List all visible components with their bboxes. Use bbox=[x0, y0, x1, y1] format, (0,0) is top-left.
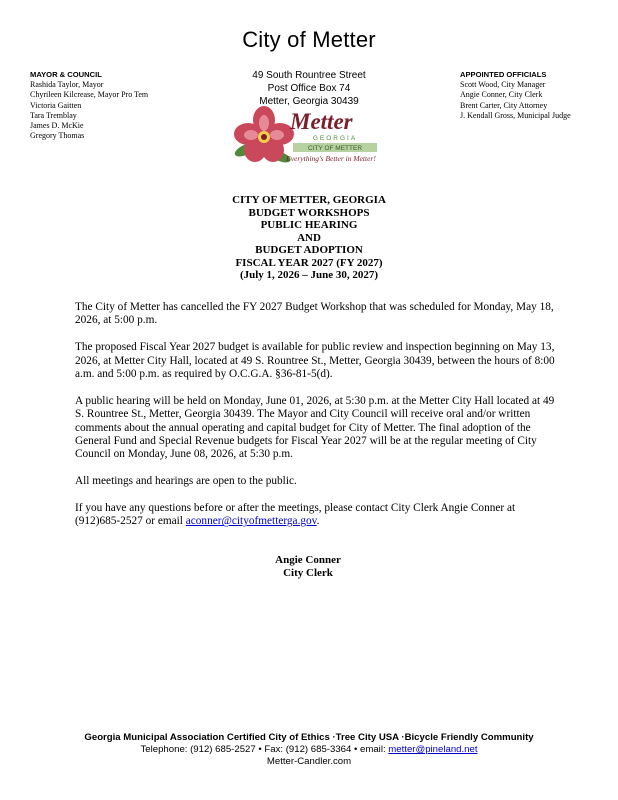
notice-heading bbox=[0, 194, 618, 282]
address-line: Post Office Box 74 bbox=[267, 82, 351, 94]
footer-website[interactable]: Metter-Candler.com bbox=[266, 756, 352, 767]
logo-band: CITY OF METTER bbox=[307, 145, 363, 152]
council-member: Gregory Thomas bbox=[30, 131, 85, 141]
footer-email-link[interactable]: metter@pineland.net bbox=[388, 744, 478, 755]
logo-tagline: Everything's Better in Metter! bbox=[286, 154, 376, 163]
signature-block bbox=[208, 554, 408, 580]
paragraph-hearing: A public hearing will be held on Monday, June 01, 2026, at 5:30 p.m. at the Metter City Hall located at 49 S. Rountree St., Metter, Georgia 30439. The Mayor and City Council will receive oral and/or written comments about the annual operating and capital budget for City of Metter. The final adoption of the General Fund and Special Revenue budgets for Fiscal Year 2027 will be at the regular meeting of City Council on Monday, June 08, 2026, at 5:30 p.m. bbox=[75, 394, 555, 461]
council-member: James D. McKie bbox=[30, 121, 84, 131]
notice-body bbox=[75, 301, 555, 542]
heading-line: AND bbox=[297, 231, 321, 244]
council-member: Tara Tremblay bbox=[30, 110, 77, 120]
official: Brent Carter, City Attorney bbox=[460, 100, 548, 110]
heading-line: BUDGET WORKSHOPS bbox=[248, 206, 370, 219]
clerk-email-link[interactable]: aconner@cityofmetterga.gov bbox=[185, 515, 317, 528]
footer-contact bbox=[0, 744, 618, 756]
paragraph-cancellation: The City of Metter has cancelled the FY 2027 Budget Workshop that was scheduled for Monday, May 18, 2026, at 5:00 p.m. bbox=[75, 301, 554, 327]
heading-line: PUBLIC HEARING bbox=[260, 219, 358, 231]
heading-line: FISCAL YEAR 2027 (FY 2027) bbox=[235, 256, 383, 269]
paragraph-review: The proposed Fiscal Year 2027 budget is available for public review and inspection beginning on May 13, 2026, at Metter City Hall, located at 49 S. Rountree St., Metter, Georgia 30439, between the hours of 8:00 a.m. and 5:00 p.m. as required by O.C.G.A. §36-81-5(d). bbox=[75, 341, 555, 381]
official: J. Kendall Gross, Municipal Judge bbox=[460, 110, 571, 120]
council-member: Chyrileen Kilcrease, Mayor Pro Tem bbox=[30, 90, 149, 100]
page-title: City of Metter bbox=[242, 27, 376, 52]
address-line: 49 South Rountree Street bbox=[252, 70, 366, 81]
official: Angie Conner, City Clerk bbox=[460, 90, 543, 100]
logo-wordmark: Metter bbox=[290, 109, 353, 134]
address-line: Metter, Georgia 30439 bbox=[259, 95, 359, 107]
appointed-officials-list bbox=[460, 70, 610, 121]
city-logo bbox=[231, 103, 391, 171]
footer-certifications: Georgia Municipal Association Certified City of Ethics ·Tree City USA ·Bicycle Friendly Community bbox=[84, 732, 534, 743]
official: Scott Wood, City Manager bbox=[460, 80, 546, 90]
contact-end: . bbox=[316, 515, 320, 528]
appointed-officials-heading: APPOINTED OFFICIALS bbox=[460, 70, 547, 79]
logo-state: GEORGIA bbox=[312, 135, 358, 142]
paragraph-contact bbox=[75, 502, 555, 529]
paragraph-open-public: All meetings and hearings are open to the public. bbox=[75, 475, 297, 488]
heading-line: CITY OF METTER, GEORGIA bbox=[232, 194, 386, 206]
mayor-council-list bbox=[30, 70, 230, 141]
signer-name: Angie Conner bbox=[275, 554, 341, 566]
signer-title: City Clerk bbox=[283, 567, 333, 579]
footer-phone-fax: Telephone: (912) 685-2527 • Fax: (912) 685-3364 • email: bbox=[140, 744, 389, 755]
heading-line: BUDGET ADOPTION bbox=[255, 244, 363, 256]
council-member: Rashida Taylor, Mayor bbox=[30, 80, 104, 90]
contact-text: If you have any questions before or after the meetings, please contact City Clerk Angie Conner at (912)685-2527 or email bbox=[75, 502, 516, 528]
mayor-council-heading: MAYOR & COUNCIL bbox=[30, 70, 102, 79]
heading-line: (July 1, 2026 – June 30, 2027) bbox=[239, 269, 379, 281]
council-member: Victoria Gaitten bbox=[30, 100, 82, 110]
page-footer bbox=[0, 732, 618, 768]
